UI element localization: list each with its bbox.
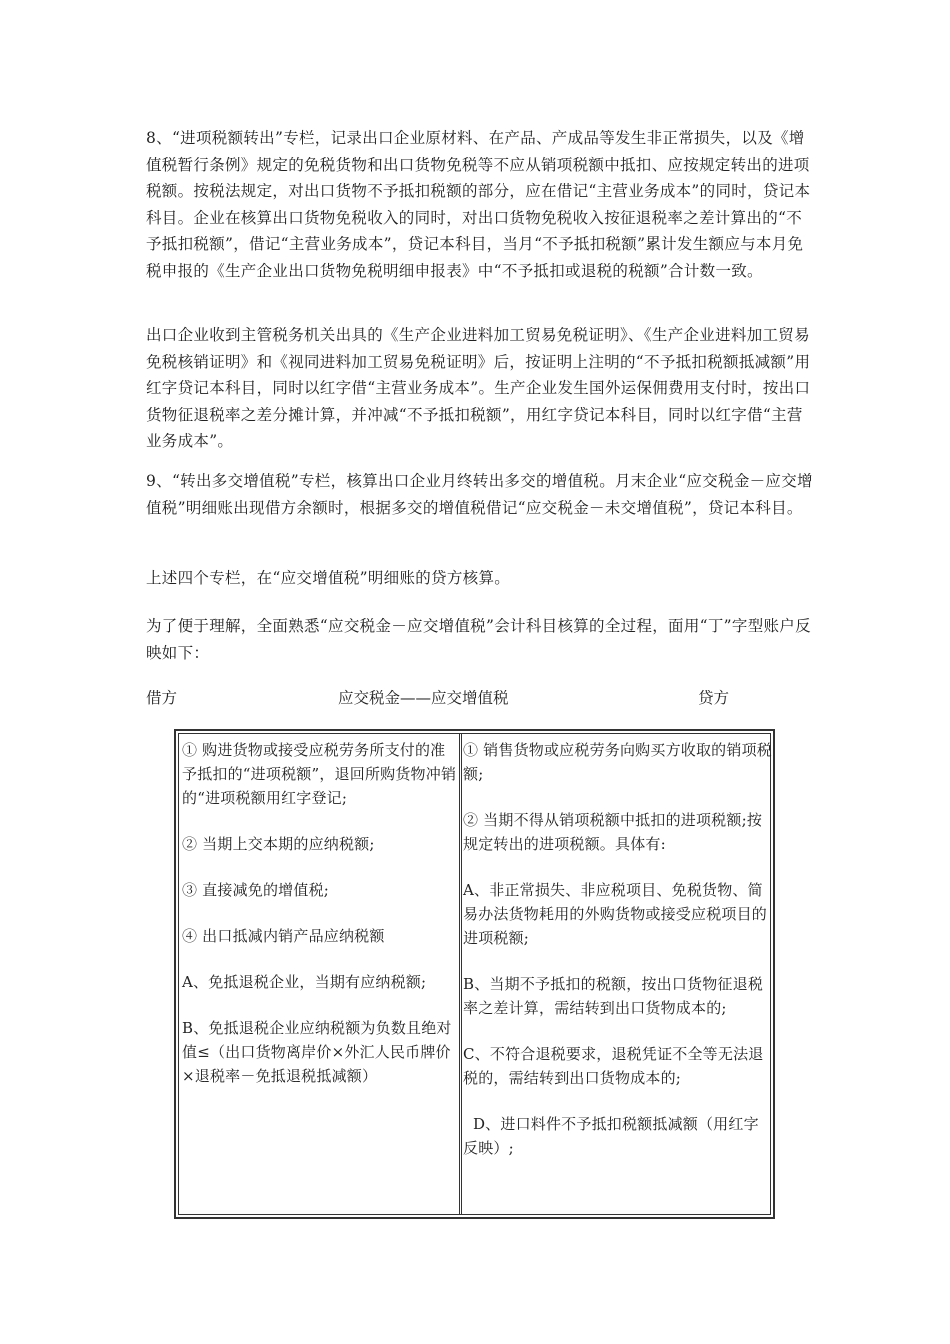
t-account-inner-border	[178, 733, 771, 1215]
credit-item: D、进口料件不予抵扣税额抵减额（用红字反映）;	[463, 1115, 759, 1157]
t-account-table	[174, 729, 775, 1219]
paragraph-t-account-intro: 为了便于理解，全面熟悉“应交税金－应交增值税”会计科目核算的全过程，面用“丁”字型账户反映如下：	[146, 617, 811, 662]
paragraph-export-credit: 出口企业收到主管税务机关出具的《生产企业进料加工贸易免税证明》、《生产企业进料加工贸易免税核销证明》和《视同进料加工贸易免税证明》后，按证明上注明的“不予抵扣税额抵减额”用红字贷记本科目，同时以红字借“主营业务成本”。生产企业发生国外运保佣费用支付时，按出口货物征退税率之差分摊计算，并冲减“不予抵扣税额”，用红字贷记本科目，同时以红字借“主营业务成本”。	[146, 326, 811, 450]
credit-item: A、非正常损失、非应税项目、免税货物、简易办法货物耗用的外购货物或接受应税项目的进项税额;	[463, 881, 768, 947]
credit-item: ② 当期不得从销项税额中抵扣的进项税额;按规定转出的进项税额。具体有:	[463, 811, 763, 853]
credit-item: B、当期不予抵扣的税额，按出口货物征退税率之差计算，需结转到出口货物成本的;	[463, 975, 764, 1017]
column-divider	[459, 734, 462, 1214]
debit-item: A、免抵退税企业，当期有应纳税额;	[182, 973, 427, 991]
debit-item: ② 当期上交本期的应纳税额;	[182, 835, 375, 853]
paragraph-item-8: 8、“进项税额转出”专栏，记录出口企业原材料、在产品、产成品等发生非正常损失，以及《增值税暂行条例》规定的免税货物和出口货物免税等不应从销项税额中抵扣、应按规定转出的进项税额。按税法规定，对出口货物不予抵扣税额的部分，应在借记“主营业务成本”的同时，贷记本科目。企业在核算出口货物免税收入的同时，对出口货物免税收入按征退税率之差计算出的“不予抵扣税额”，借记“主营业务成本”，贷记本科目，当月“不予抵扣税额”累计发生额应与本月免税申报的《生产企业出口货物免税明细申报表》中“不予抵扣或退税的税额”合计数一致。	[146, 129, 811, 280]
debit-item: ③ 直接减免的增值税;	[182, 881, 330, 899]
debit-item: ④ 出口抵减内销产品应纳税额	[182, 927, 385, 945]
credit-label: 贷方	[698, 689, 730, 707]
paragraph-item-9: 9、“转出多交增值税”专栏，核算出口企业月终转出多交的增值税。月末企业“应交税金－应交增值税”明细账出现借方余额时，根据多交的增值税借记“应交税金－未交增值税”，贷记本科目。	[146, 472, 813, 517]
account-title: 应交税金——应交增值税	[338, 689, 509, 707]
credit-item: ① 销售货物或应税劳务向购买方收取的销项税额;	[463, 741, 772, 783]
debit-item: B、免抵退税企业应纳税额为负数且绝对值≤（出口货物离岸价×外汇人民币牌价×退税率－免抵退税抵减额）	[182, 1019, 452, 1085]
credit-column	[463, 738, 773, 1210]
paragraph-summary: 上述四个专栏，在“应交增值税”明细账的贷方核算。	[146, 569, 511, 587]
debit-column	[182, 738, 458, 1210]
credit-item: C、不符合退税要求，退税凭证不全等无法退税的，需结转到出口货物成本的;	[463, 1045, 764, 1087]
debit-label: 借方	[146, 689, 178, 707]
debit-item: ① 购进货物或接受应税劳务所支付的准予抵扣的“进项税额”，退回所购货物冲销的“进项税额用红字登记;	[182, 741, 457, 807]
t-account-header	[146, 685, 746, 711]
